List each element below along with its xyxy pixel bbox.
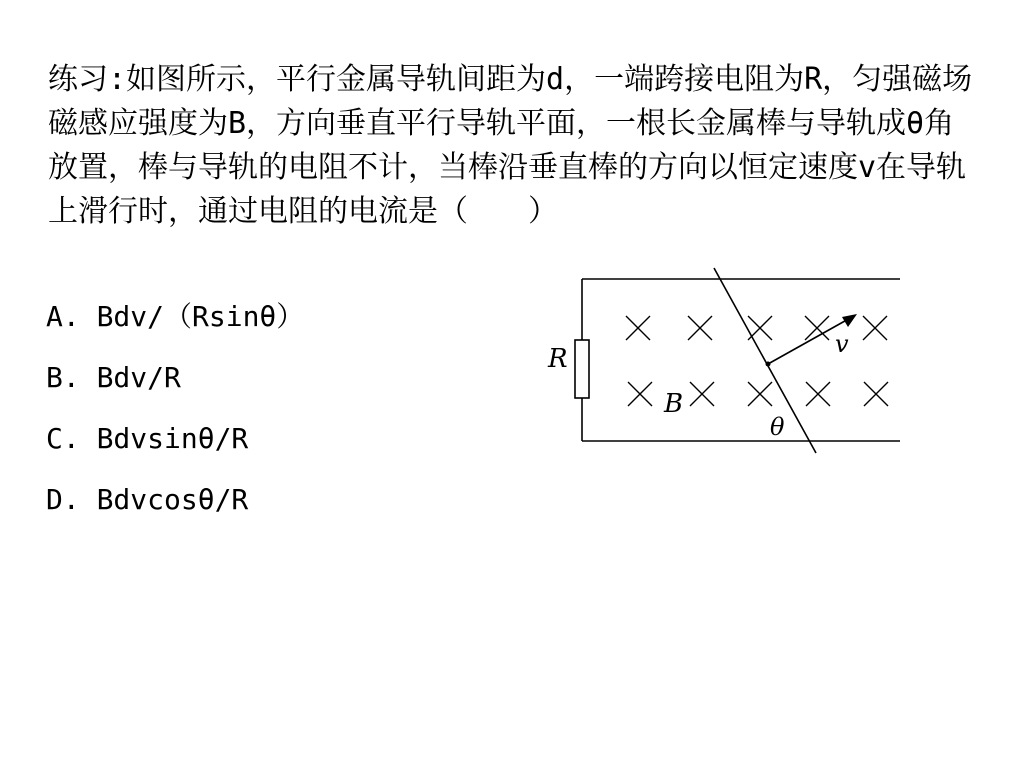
circuit-diagram [540, 262, 920, 462]
field-cross [863, 316, 887, 340]
field-cross [748, 316, 772, 340]
field-cross [690, 382, 714, 406]
velocity-arrowhead [842, 314, 857, 327]
angle-label: θ [770, 413, 785, 441]
field-cross [748, 382, 772, 406]
option-a: A. Bdv/（Rsinθ） [46, 300, 305, 333]
option-b: B. Bdv/R [46, 361, 181, 394]
field-cross [806, 382, 830, 406]
field-label: B [664, 389, 684, 419]
metal-rod [714, 268, 816, 453]
option-c: C. Bdvsinθ/R [46, 422, 249, 455]
field-cross [864, 382, 888, 406]
field-cross [688, 316, 712, 340]
resistor [575, 340, 589, 398]
option-d: D. Bdvcosθ/R [46, 483, 249, 516]
field-cross [628, 382, 652, 406]
velocity-label: v [835, 330, 849, 358]
answer-options [46, 286, 304, 530]
question-text: 练习:如图所示，平行金属导轨间距为d，一端跨接电阻为R，匀强磁场磁感应强度为B，方向垂直平行导轨平面，一根长金属棒与导轨成θ角放置，棒与导轨的电阻不计，当棒沿垂直棒的方向以恒定速度v在导轨上滑行时，通过电阻的电流是（ ） [48, 62, 973, 229]
rod-contact-point [766, 362, 771, 367]
field-cross [626, 316, 650, 340]
resistor-label: R [548, 344, 568, 374]
